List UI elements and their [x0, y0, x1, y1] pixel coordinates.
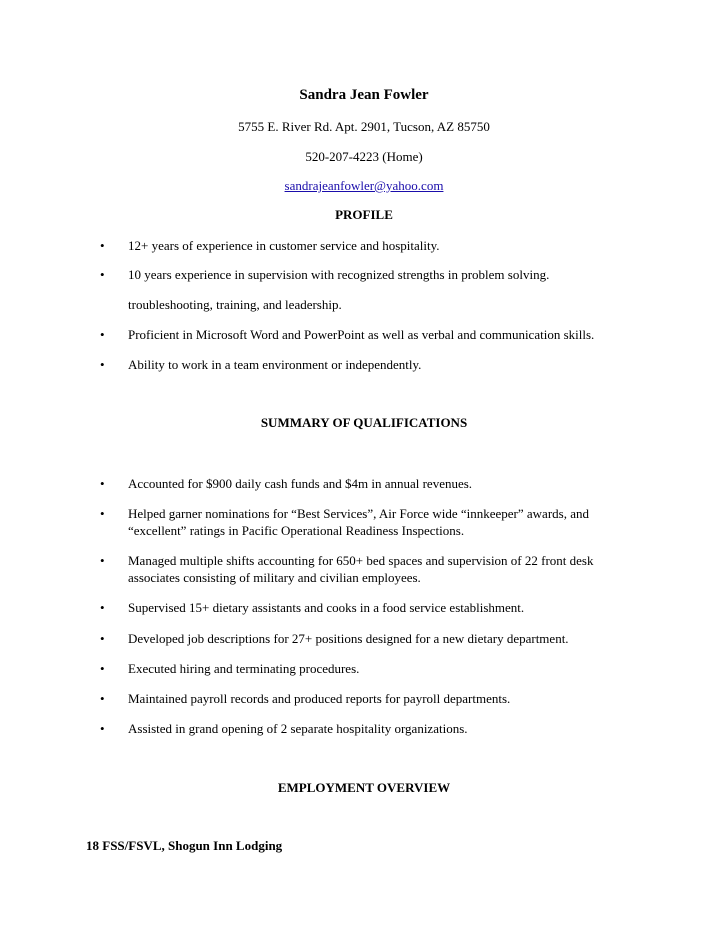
employment-heading: EMPLOYMENT OVERVIEW: [277, 780, 451, 795]
phone-number: 520-207-4223 (Home): [305, 149, 423, 164]
list-item-text: Helped garner nominations for “Best Services”, Air Force wide “innkeeper” awards, and “excellent” ratings in Pacific Operational Readiness Inspections.: [128, 506, 589, 538]
list-item-text: Maintained payroll records and produced reports for payroll departments.: [128, 691, 511, 706]
bullet-icon: •: [100, 357, 105, 372]
bullet-icon: •: [100, 267, 105, 282]
list-item-text: Assisted in grand opening of 2 separate hospitality organizations.: [128, 721, 468, 736]
bullet-icon: •: [100, 600, 105, 615]
list-item-text: 10 years experience in supervision with recognized strengths in problem solving.: [128, 267, 550, 282]
email-link[interactable]: sandrajeanfowler@yahoo.com: [284, 178, 444, 193]
list-item-text: Supervised 15+ dietary assistants and cooks in a food service establishment.: [128, 600, 525, 615]
bullet-icon: •: [100, 721, 105, 736]
bullet-icon: •: [100, 476, 105, 491]
profile-continuation: troubleshooting, training, and leadership.: [128, 297, 342, 312]
bullet-icon: •: [100, 631, 105, 646]
bullet-icon: •: [100, 661, 105, 676]
summary-heading: SUMMARY OF QUALIFICATIONS: [260, 415, 468, 430]
list-item-text: Accounted for $900 daily cash funds and $4m in annual revenues.: [128, 476, 473, 491]
list-item-text: Ability to work in a team environment or independently.: [128, 357, 422, 372]
bullet-icon: •: [100, 506, 105, 521]
candidate-name: Sandra Jean Fowler: [299, 87, 429, 103]
profile-heading: PROFILE: [335, 207, 393, 222]
address: 5755 E. River Rd. Apt. 2901, Tucson, AZ 85750: [238, 119, 490, 134]
list-item-text: Developed job descriptions for 27+ positions designed for a new dietary department.: [128, 631, 569, 646]
bullet-icon: •: [100, 553, 105, 568]
bullet-icon: •: [100, 691, 105, 706]
list-item-text: Proficient in Microsoft Word and PowerPoint as well as verbal and communication skills.: [128, 327, 595, 342]
bullet-icon: •: [100, 327, 105, 342]
employer-name: 18 FSS/FSVL, Shogun Inn Lodging: [86, 838, 283, 853]
bullet-icon: •: [100, 238, 105, 253]
email: [0, 177, 728, 195]
list-item-text: 12+ years of experience in customer service and hospitality.: [128, 238, 440, 253]
list-item-text: Managed multiple shifts accounting for 650+ bed spaces and supervision of 22 front desk associates consisting of military and civilian employees.: [128, 553, 594, 585]
list-item-text: Executed hiring and terminating procedures.: [128, 661, 360, 676]
